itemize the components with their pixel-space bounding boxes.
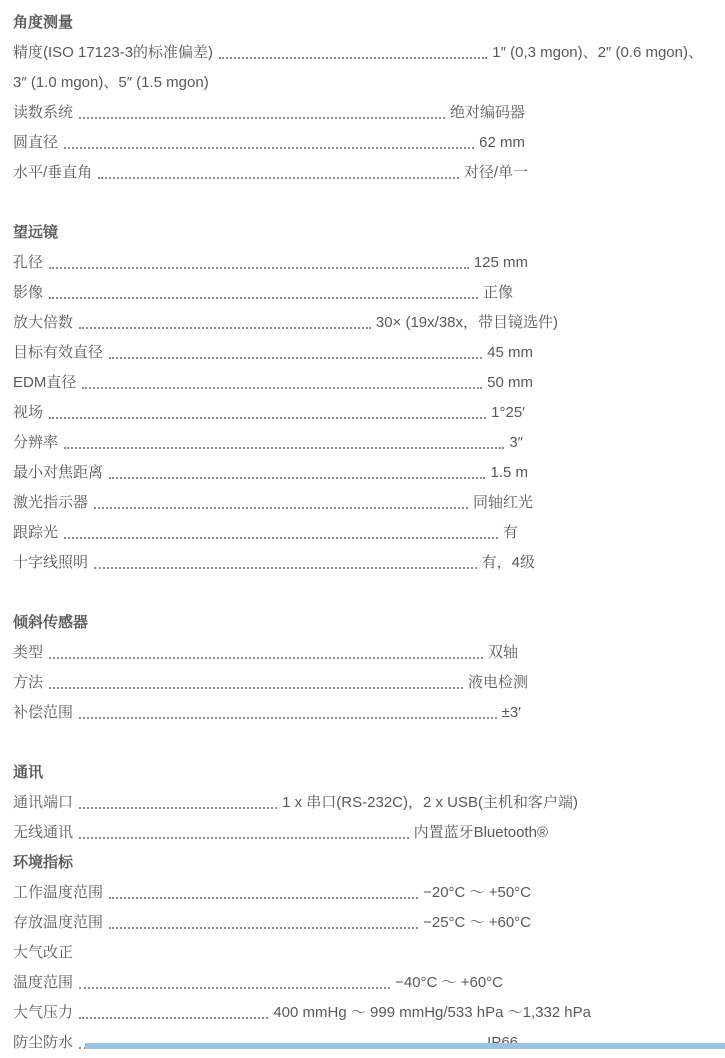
spec-row <box>13 428 523 458</box>
row-value: 有 <box>502 524 518 541</box>
dot-leader <box>109 878 418 899</box>
spec-row <box>13 818 548 848</box>
row-label: 3″ (1.0 mgon)、5″ (1.5 mgon) <box>13 74 209 91</box>
row-label: 工作温度范围 <box>13 884 104 901</box>
row-value: 正像 <box>482 284 513 301</box>
row-value: 400 mmHg ～ 999 mmHg/533 hPa ～1,332 hPa <box>273 1004 591 1021</box>
row-label: 十字线照明 <box>13 554 89 571</box>
spec-row <box>13 128 525 158</box>
row-value: 有，4级 <box>481 554 535 571</box>
row-value: 3″ <box>509 434 523 451</box>
spec-row <box>13 278 513 308</box>
spec-row <box>13 68 725 98</box>
spec-section <box>13 608 725 728</box>
spec-row <box>13 518 518 548</box>
row-value: 45 mm <box>487 344 533 361</box>
row-value: 绝对编码器 <box>449 104 525 121</box>
row-value: 30× (19x/38x，带目镜选件) <box>375 314 558 331</box>
row-value: 对径/单一 <box>463 164 528 181</box>
spec-section <box>13 758 725 848</box>
spec-row <box>13 158 528 188</box>
row-label: 类型 <box>13 644 44 661</box>
spec-row <box>13 638 518 668</box>
dot-leader <box>109 338 482 359</box>
spec-row <box>13 668 528 698</box>
row-label: 存放温度范围 <box>13 914 104 931</box>
row-value: 同轴红光 <box>472 494 533 511</box>
section-title: 通讯 <box>13 764 44 781</box>
dot-leader <box>109 458 485 479</box>
row-value: 液电检测 <box>467 674 528 691</box>
dot-leader <box>79 788 277 809</box>
row-label: 影像 <box>13 284 44 301</box>
row-value: 1.5 m <box>490 464 528 481</box>
dot-leader <box>94 488 468 509</box>
row-label: 精度(ISO 17123-3的标准偏差) <box>13 44 214 61</box>
section-title: 环境指标 <box>13 854 74 871</box>
row-label: 跟踪光 <box>13 524 59 541</box>
spec-row <box>13 98 525 128</box>
dot-leader <box>49 638 483 659</box>
row-value: 1 x 串口(RS-232C)，2 x USB(主机和客户端) <box>282 794 578 811</box>
spec-row <box>13 698 521 728</box>
dot-leader <box>64 518 498 539</box>
row-label: 读数系统 <box>13 104 74 121</box>
row-label: 大气改正 <box>13 944 74 961</box>
row-label: 目标有效直径 <box>13 344 104 361</box>
dot-leader <box>64 428 504 449</box>
dot-leader <box>98 158 459 179</box>
row-value: 125 mm <box>473 254 528 271</box>
spec-row <box>13 398 525 428</box>
row-label: 分辨率 <box>13 434 59 451</box>
spec-section <box>13 218 725 578</box>
row-label: 防尘防水 <box>13 1034 74 1051</box>
row-label: 视场 <box>13 404 44 421</box>
bottom-blue-bar <box>85 1043 725 1049</box>
dot-leader <box>49 248 469 269</box>
dot-leader <box>79 998 268 1019</box>
dot-leader <box>49 398 486 419</box>
row-value: 50 mm <box>487 374 533 391</box>
spec-row <box>13 968 503 998</box>
spec-section <box>13 8 725 188</box>
row-label: 通讯端口 <box>13 794 74 811</box>
spec-row <box>13 458 528 488</box>
section-title: 角度测量 <box>13 14 74 31</box>
dot-leader <box>82 368 482 389</box>
spec-row <box>13 248 528 278</box>
row-label: 大气压力 <box>13 1004 74 1021</box>
row-value: 内置蓝牙Bluetooth® <box>413 824 548 841</box>
dot-leader <box>219 38 487 59</box>
spec-row <box>13 938 725 968</box>
dot-leader <box>79 308 371 329</box>
row-label: 温度范围 <box>13 974 74 991</box>
spec-row <box>13 338 533 368</box>
row-label: 圆直径 <box>13 134 59 151</box>
dot-leader <box>49 668 463 689</box>
row-value: −40°C ～ +60°C <box>395 974 503 991</box>
row-value: 62 mm <box>479 134 525 151</box>
row-value: 双轴 <box>487 644 518 661</box>
spec-row <box>13 308 558 338</box>
section-title: 望远镜 <box>13 224 59 241</box>
row-label: EDM直径 <box>13 374 77 391</box>
row-value: ±3′ <box>501 704 521 721</box>
spec-row <box>13 878 531 908</box>
spec-section <box>13 848 725 1058</box>
row-label: 孔径 <box>13 254 44 271</box>
section-title: 倾斜传感器 <box>13 614 89 631</box>
spec-row <box>13 38 703 68</box>
dot-leader <box>109 908 418 929</box>
dot-leader <box>79 968 390 989</box>
sections-root <box>13 8 725 1058</box>
row-value: −25°C ～ +60°C <box>423 914 531 931</box>
spec-row <box>13 548 535 578</box>
row-value: −20°C ～ +50°C <box>423 884 531 901</box>
row-label: 最小对焦距离 <box>13 464 104 481</box>
dot-leader <box>64 128 474 149</box>
dot-leader <box>79 818 409 839</box>
row-label: 放大倍数 <box>13 314 74 331</box>
row-value: 1°25′ <box>491 404 525 421</box>
dot-leader <box>79 698 497 719</box>
spec-row <box>13 908 531 938</box>
row-label: 激光指示器 <box>13 494 89 511</box>
row-label: 补偿范围 <box>13 704 74 721</box>
row-label: 方法 <box>13 674 44 691</box>
dot-leader <box>79 98 445 119</box>
dot-leader <box>49 278 478 299</box>
spec-row <box>13 368 533 398</box>
row-value: 1″ (0,3 mgon)、2″ (0.6 mgon)、 <box>492 44 703 61</box>
spec-row <box>13 998 591 1028</box>
spec-row <box>13 788 578 818</box>
row-label: 无线通讯 <box>13 824 74 841</box>
spec-row <box>13 488 533 518</box>
row-label: 水平/垂直角 <box>13 164 93 181</box>
dot-leader <box>94 548 477 569</box>
